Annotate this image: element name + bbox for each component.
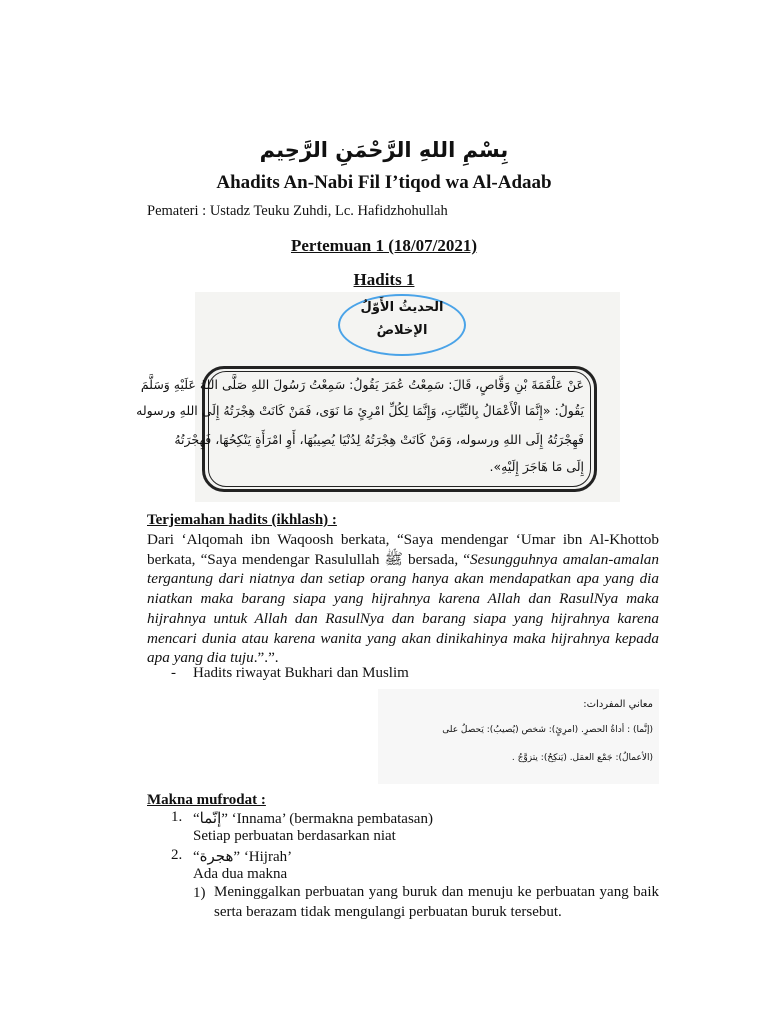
bullet-narration: Hadits riwayat Bukhari dan Muslim (193, 665, 409, 681)
mufrodat-term: “إنّما” ‘Innama’ (bermakna pembatasan) (193, 811, 433, 827)
arabic-text-line: يَقُولُ: «إِنَّمَا الْأَعْمَالُ بِالنِّيَّاتِ، وَإِنَّمَا لِكُلِّ امْرِئٍ مَا نَوَى، فَمَنْ كَانَتْ هِجْرَتُهُ إِلَى اللهِ ورسوله (136, 403, 584, 418)
translation-plain-text: Dari ‘Alqomah ibn Waqoosh berkata, “Saya mendengar ‘Umar ibn Al-Khottob berkata, “Saya mendengar Rasulullah ﷺ bersada, “ (147, 531, 659, 568)
hadits-heading: Hadits 1 (353, 270, 415, 289)
list-number: 2. (171, 847, 183, 863)
arabic-hadith-number: الحديثُ الأَوّلُ (360, 300, 444, 315)
translation-italic-text: Sesungguhnya amalan-amalan tergantung dari niatnya dan setiap orang hanya akan mendapatkan apa yang dia niatkan maka barang siapa yang hijrahnya karena Allah dan RasulNya maka hijrahnya untuk Allah dan RasulNya dan barang siapa yang hijrahnya karena mencari dunia atau karena wanita yang akan dinikahinya maka hijrahnya kepada apa yang dia tuju (147, 550, 659, 667)
translation-tail: .”.”. (253, 649, 279, 667)
arabic-text-line: فَهِجْرَتُهُ إِلَى اللهِ ورسوله، وَمَنْ كَانَتْ هِجْرَتُهُ لِدُنْيَا يُصِيبُهَا، أَوِ امْرَأَةٍ يَنْكِحُهَا، فَهِجْرَتُهُ (174, 432, 584, 447)
mufrodat-description: Setiap perbuatan berdasarkan niat (193, 828, 396, 844)
list-number: 1. (171, 809, 183, 825)
translation-heading: Terjemahan hadits (ikhlash) : (147, 512, 337, 528)
mufrodat-description: Ada dua makna (193, 866, 288, 882)
arabic-hadith-topic: الإخلاصُ (376, 323, 428, 338)
vocabulary-row: (الأعمالُ): جَمْع العمَل. (يَنكِحُ): يتزوَّجُ . (511, 753, 653, 763)
vocabulary-row: (إنَّما) : أداةُ الحصرِ. (امرِئٍ): شخص (يُصيبُ): يَحصلُ على (442, 725, 653, 735)
mufrodat-term: “هجرة” ‘Hijrah’ (193, 849, 293, 865)
vocabulary-title: معاني المفردات: (583, 699, 653, 710)
mufrodat-heading: Makna mufrodat : (147, 792, 266, 808)
basmala: بِسْمِ اللهِ الرَّحْمَنِ الرَّحِيم (259, 138, 509, 162)
translation-paragraph (147, 530, 659, 668)
sub-list-text: Meninggalkan perbuatan yang buruk dan menuju ke perbuatan yang baik serta berazam tidak mengulangi perbuatan buruk tersebut. (214, 884, 659, 920)
arabic-text-line: عَنْ عَلْقَمَةَ بْنِ وَقَّاصٍ، قَالَ: سَمِعْتُ عُمَرَ يَقُولُ: سَمِعْتُ رَسُولَ اللهِ صَلَّى اللهُ عَلَيْهِ وَسَلَّمَ (140, 377, 584, 392)
arabic-text-line: إِلَى مَا هَاجَرَ إِلَيْهِ». (489, 459, 584, 474)
document-title: Ahadits An-Nabi Fil I’tiqod wa Al-Adaab (216, 172, 552, 193)
sub-list-number: 1) (193, 885, 206, 901)
bullet-dash: - (171, 665, 176, 681)
meeting-heading: Pertemuan 1 (18/07/2021) (290, 236, 478, 255)
presenter-line: Pemateri : Ustadz Teuku Zuhdi, Lc. Hafidzhohullah (147, 203, 448, 219)
